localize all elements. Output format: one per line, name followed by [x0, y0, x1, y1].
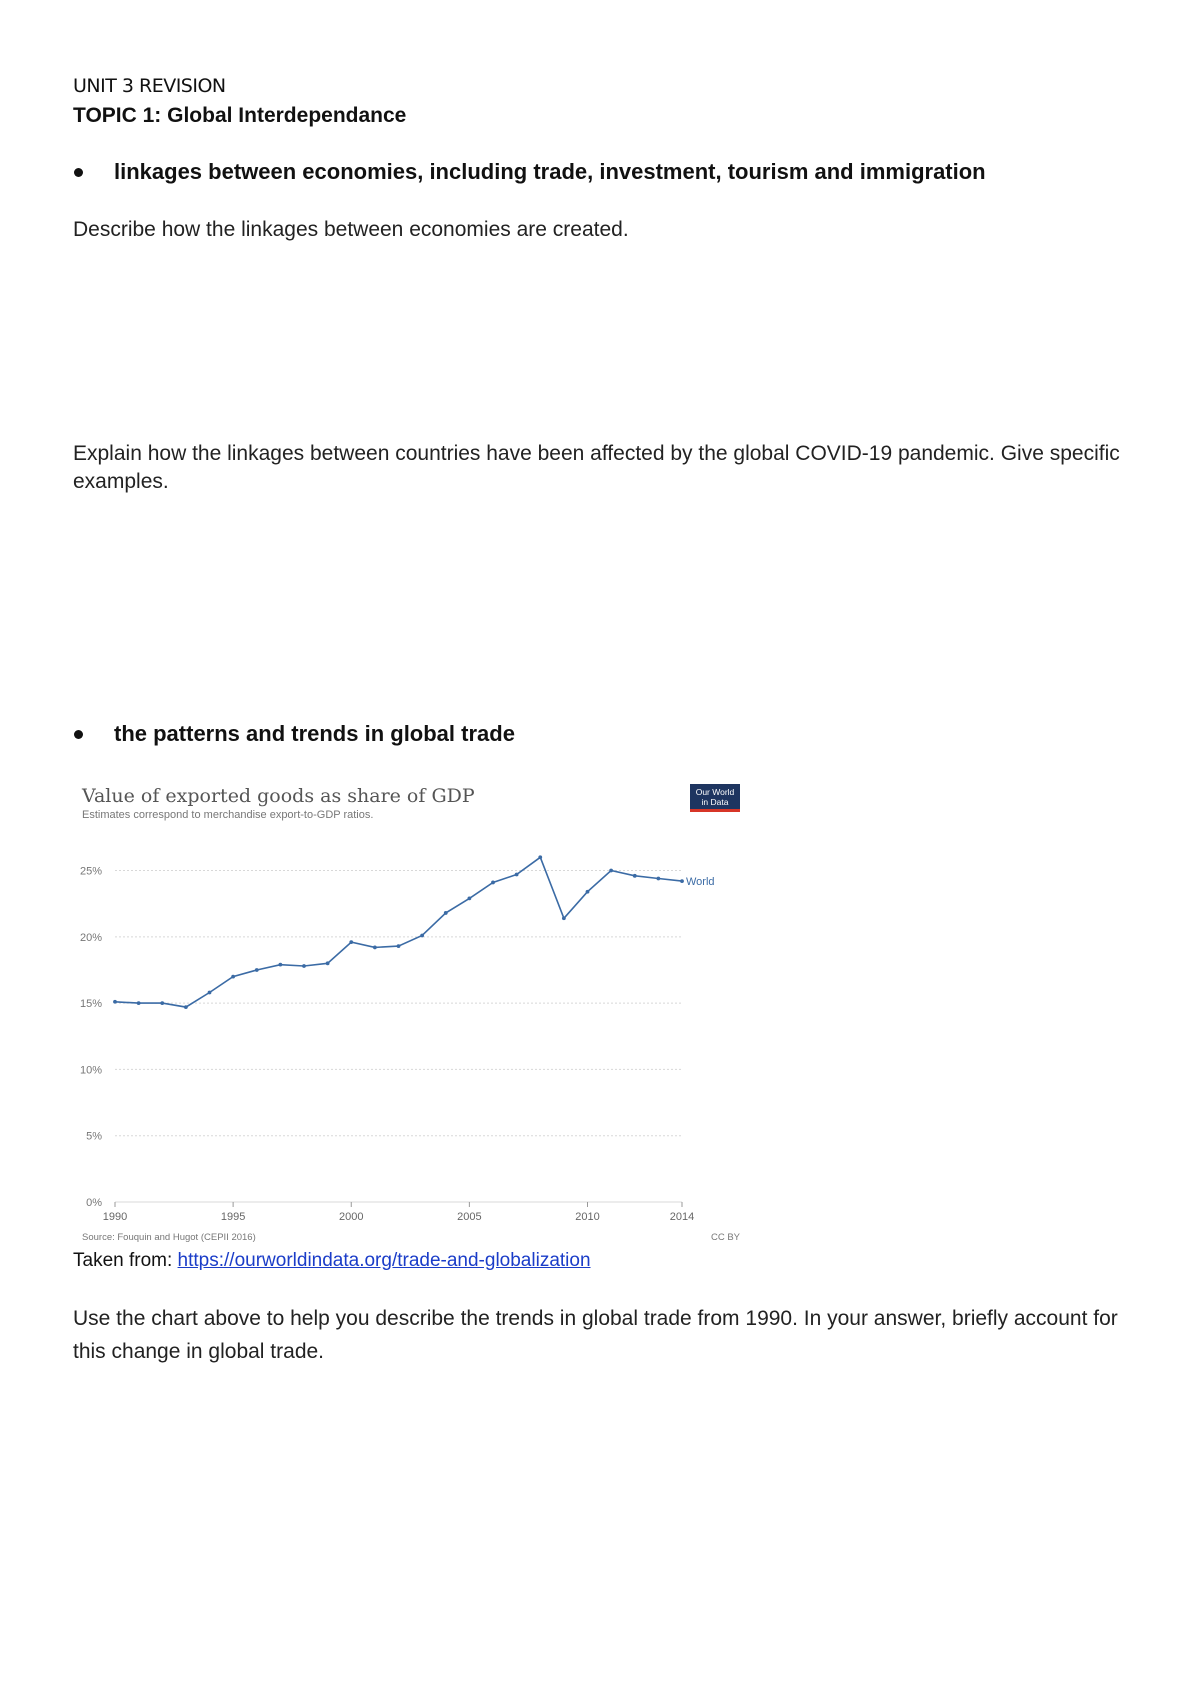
data-point	[255, 968, 259, 972]
data-point	[562, 916, 566, 920]
bullet-dot-icon	[74, 730, 83, 739]
export-share-chart	[70, 772, 750, 1242]
data-point	[160, 1001, 164, 1005]
data-point	[680, 879, 684, 883]
data-point	[609, 869, 613, 873]
y-tick-label: 0%	[86, 1197, 102, 1209]
x-tick-label: 2000	[339, 1211, 364, 1223]
y-tick-label: 10%	[79, 1064, 102, 1077]
y-tick-label: 25%	[79, 865, 102, 878]
y-tick-label: 15%	[79, 998, 102, 1011]
x-tick-label: 1995	[220, 1211, 246, 1223]
data-point	[302, 964, 306, 968]
chart-subtitle: Estimates correspond to merchandise export-to-GDP ratios.	[82, 809, 374, 821]
question-covid-linkages: Explain how the linkages between countries have been affected by the global COVID-19 pandemic. Give specific examples.	[73, 442, 1120, 493]
bullet-dot-icon	[74, 168, 83, 177]
source-line	[73, 1250, 591, 1272]
data-point	[137, 1001, 141, 1005]
data-point	[397, 944, 401, 948]
data-point	[633, 874, 637, 878]
question-linkages-created: Describe how the linkages between economies are created.	[73, 218, 629, 241]
series-label: World	[686, 876, 715, 889]
owid-logo-text-2: in Data	[701, 797, 729, 807]
y-tick-label: 20%	[79, 931, 102, 944]
source-prefix: Taken from:	[73, 1250, 178, 1271]
unit-title: UNIT 3 REVISION	[73, 75, 226, 97]
data-point	[278, 963, 282, 967]
bullet-linkages	[73, 159, 986, 185]
y-tick-label: 5%	[86, 1130, 102, 1143]
data-point	[113, 1000, 117, 1004]
chart-title: Value of exported goods as share of GDP	[82, 785, 475, 807]
data-point	[491, 881, 495, 885]
chart-license: CC BY	[710, 1232, 740, 1242]
series-line-world	[115, 857, 682, 1007]
owid-logo-stripe	[690, 809, 740, 812]
data-point	[349, 940, 353, 944]
data-point	[656, 877, 660, 881]
data-point	[515, 873, 519, 877]
data-point	[444, 911, 448, 915]
data-point	[231, 975, 235, 979]
data-point	[420, 934, 424, 938]
x-tick-label: 2010	[575, 1211, 600, 1223]
data-point	[208, 991, 212, 995]
owid-logo-text-1: Our World	[695, 787, 735, 797]
topic-title: TOPIC 1: Global Interdependance	[73, 104, 407, 127]
data-point	[184, 1005, 188, 1009]
data-point	[373, 946, 377, 950]
question-trade-trends: Use the chart above to help you describe the trends in global trade from 1990. In your answer, briefly account for this change in global trade.	[73, 1307, 1118, 1363]
bullet-trade-trends-text: the patterns and trends in global trade	[114, 721, 515, 746]
data-point	[586, 890, 590, 894]
x-tick-label: 1990	[102, 1211, 128, 1223]
bullet-trade-trends	[73, 721, 515, 747]
chart-source: Source: Fouquin and Hugot (CEPII 2016)	[82, 1232, 256, 1242]
x-tick-label: 2005	[457, 1211, 482, 1223]
data-point	[326, 961, 330, 965]
data-point	[467, 896, 471, 900]
data-point	[538, 855, 542, 859]
bullet-linkages-text: linkages between economies, including trade, investment, tourism and immigration	[114, 159, 986, 184]
source-link[interactable]: https://ourworldindata.org/trade-and-globalization	[177, 1250, 591, 1271]
x-tick-label: 2014	[669, 1211, 695, 1223]
